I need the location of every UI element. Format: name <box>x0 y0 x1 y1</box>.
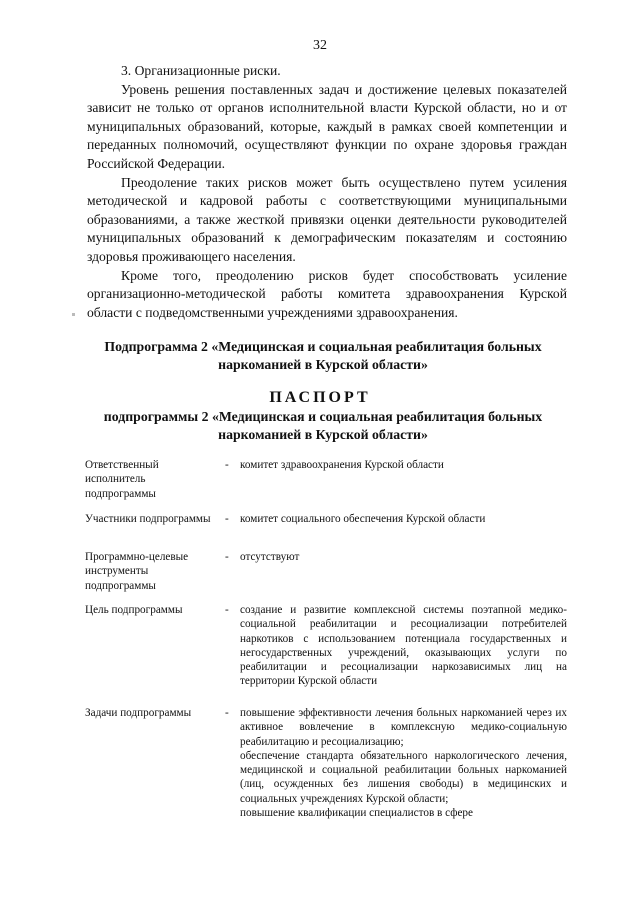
row-label: Задачи подпрограммы <box>85 707 192 719</box>
passport-title: ПАСПОРТ <box>269 389 371 406</box>
page-number: 32 <box>313 38 327 53</box>
paragraph: Кроме того, преодолению рисков будет способствовать усиление организационно-методической работы комитета здравоохранения Курской области с подведомственными учреждениями здравоохранения. <box>87 267 567 320</box>
row-value <box>240 512 567 526</box>
row-value <box>240 603 567 689</box>
row-value-text: обеспечение стандарта обязательного наркологического лечения, медицинской и социальной реабилитации больных наркоманией (лиц, осужденных без лишения свободы) в медицинских и социальных учреждениях Курской области; <box>240 749 567 805</box>
scan-speck <box>72 313 75 316</box>
row-dash: - <box>225 604 229 616</box>
row-label: Цель подпрограммы <box>85 604 183 616</box>
subprogram-heading: Подпрограмма 2 «Медицинская и социальная реабилитация больных наркоманией в Курской области» <box>104 339 542 372</box>
row-value-text: отсутствуют <box>240 551 300 563</box>
row-dash: - <box>225 459 229 471</box>
risks-heading: 3. Организационные риски. <box>121 63 281 78</box>
risks-section <box>87 62 567 322</box>
row-label: Программно-целевые инструменты подпрограммы <box>85 551 189 592</box>
row-dash: - <box>225 551 229 563</box>
row-value <box>240 706 567 820</box>
row-value-text: повышение квалификации специалистов в сфере <box>240 807 473 820</box>
row-dash: - <box>225 513 229 525</box>
paragraph: Преодоление таких рисков может быть осуществлено путем усиления методической и кадровой работы с соответствующими муниципальными образованиями, а также жесткой привязки оценки деятельности руководителей муниципальных образований к демографическим показателям и состоянию здоровья проживающего населения. <box>87 174 567 264</box>
row-value <box>240 458 567 472</box>
passport-subtitle: подпрограммы 2 «Медицинская и социальная реабилитация больных наркоманией в Курской области» <box>103 409 543 442</box>
paragraph: Уровень решения поставленных задач и достижение целевых показателей зависит не только от органов исполнительной власти Курской области, но и от муниципальных образований, которые, каждый в рамках своей компетенции и переданных полномочий, осуществляют функции по охране здоровья граждан Российской Федерации. <box>87 81 567 171</box>
row-value-text: комитет социального обеспечения Курской области <box>240 513 486 525</box>
row-value-text: комитет здравоохранения Курской области <box>240 459 444 471</box>
row-value-text: создание и развитие комплексной системы поэтапной медико-социальной реабилитации и ресоциализации потребителей наркотиков с использованием потенциала государственных и негосударственных учреждений, оказывающих услуги по реабилитации и ресоциализации наркозависимых лиц на территории Курской области <box>240 604 567 688</box>
row-dash: - <box>225 707 229 719</box>
row-value <box>240 550 567 564</box>
row-label: Участники подпрограммы <box>85 513 211 525</box>
row-label: Ответственный исполнитель подпрограммы <box>85 459 159 500</box>
row-value-text: повышение эффективности лечения больных наркоманией через их активное вовлечение в комплексную медико-социальную реабилитацию и ресоциализацию; <box>240 707 567 748</box>
